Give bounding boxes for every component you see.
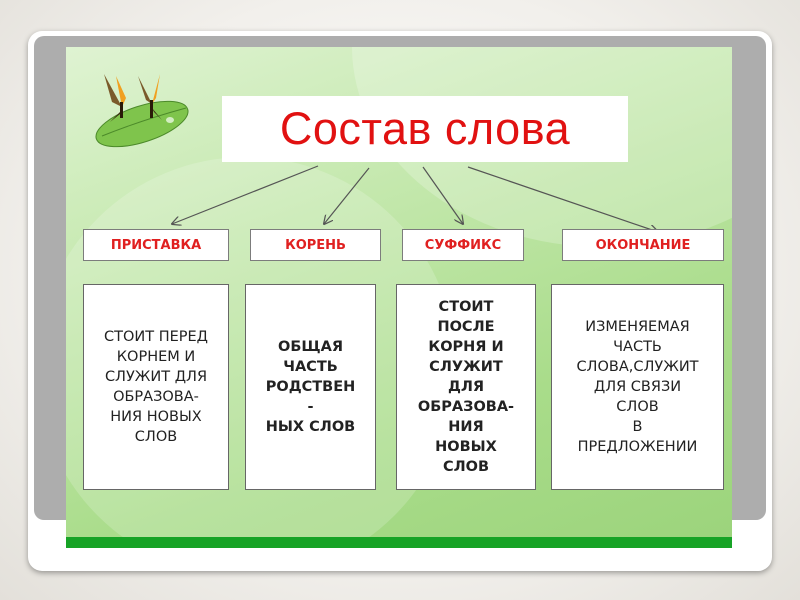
- description-suffix-text: СТОИТ ПОСЛЕ КОРНЯ И СЛУЖИТ ДЛЯ ОБРАЗОВА- НИЯ НОВЫХ СЛОВ: [417, 299, 515, 475]
- label-root: [250, 229, 381, 261]
- page-title: Состав слова: [279, 103, 571, 154]
- arrow-to-ending: [468, 167, 658, 232]
- arrow-to-prefix: [172, 166, 318, 224]
- label-prefix-text: ПРИСТАВКА: [110, 237, 202, 253]
- label-suffix-text: СУФФИКС: [424, 237, 502, 253]
- arrow-to-suffix: [423, 167, 463, 224]
- label-ending: [562, 229, 724, 261]
- label-ending-text: ОКОНЧАНИЕ: [595, 237, 691, 253]
- description-ending: [551, 284, 724, 490]
- label-root-text: КОРЕНЬ: [285, 237, 346, 253]
- description-root-text: ОБЩАЯ ЧАСТЬ РОДСТВЕН - НЫХ СЛОВ: [265, 339, 356, 435]
- description-prefix: [83, 284, 229, 490]
- label-prefix: [83, 229, 229, 261]
- arrow-to-root: [324, 168, 369, 224]
- label-suffix: [402, 229, 524, 261]
- description-ending-text: ИЗМЕНЯЕМАЯ ЧАСТЬ СЛОВА,СЛУЖИТ ДЛЯ СВЯЗИ СЛОВ В ПРЕДЛОЖЕНИИ: [576, 319, 699, 455]
- description-root: [245, 284, 376, 490]
- description-suffix: [396, 284, 536, 490]
- description-prefix-text: СТОИТ ПЕРЕД КОРНЕМ И СЛУЖИТ ДЛЯ ОБРАЗОВА- НИЯ НОВЫХ СЛОВ: [103, 329, 208, 445]
